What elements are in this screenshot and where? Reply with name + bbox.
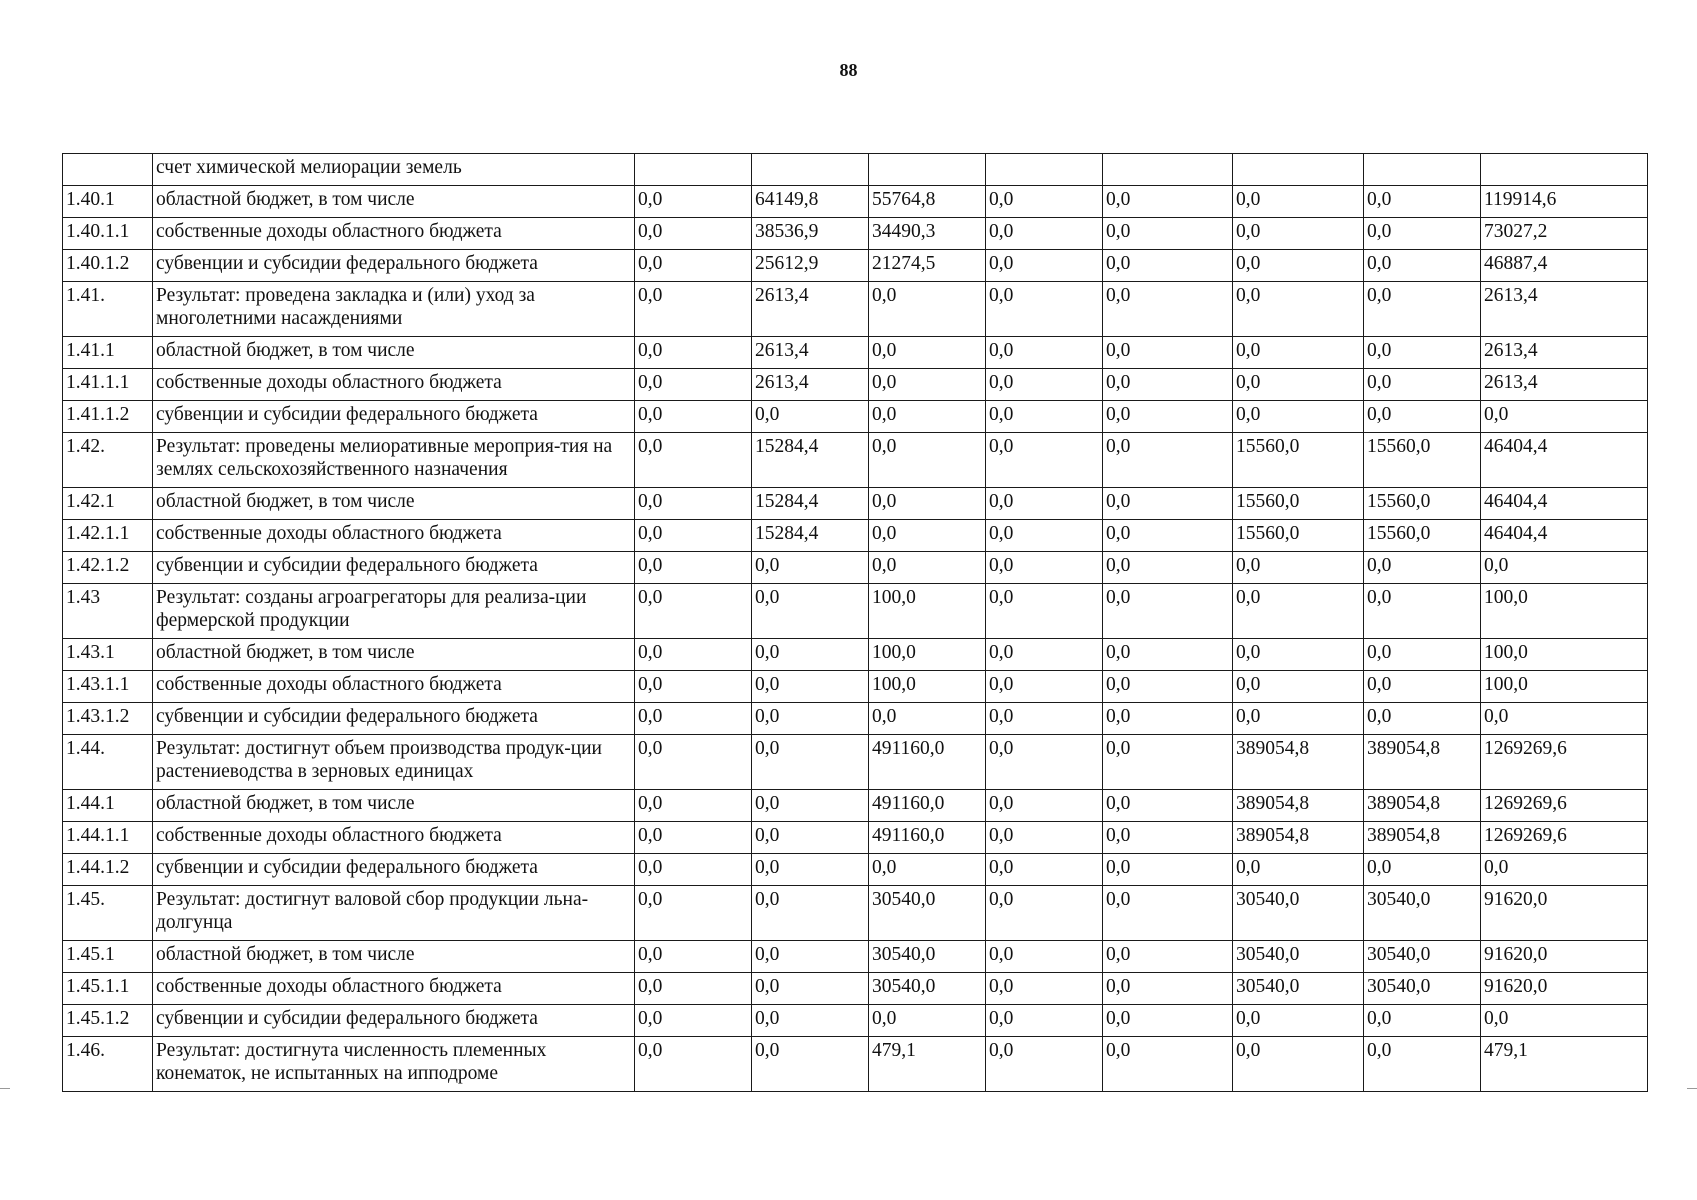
row-value: 0,0	[986, 1005, 1103, 1037]
row-total: 1269269,6	[1481, 790, 1648, 822]
row-value: 0,0	[635, 218, 752, 250]
row-value: 0,0	[1233, 1005, 1364, 1037]
row-value: 0,0	[635, 401, 752, 433]
row-value: 0,0	[986, 854, 1103, 886]
row-value: 15560,0	[1364, 433, 1481, 488]
table-row	[63, 552, 1648, 584]
row-value: 0,0	[1233, 703, 1364, 735]
row-value: 0,0	[1103, 671, 1233, 703]
row-value: 0,0	[1364, 854, 1481, 886]
row-value: 0,0	[1103, 703, 1233, 735]
row-total: 46404,4	[1481, 433, 1648, 488]
row-name: собственные доходы областного бюджета	[153, 218, 635, 250]
row-value: 0,0	[986, 250, 1103, 282]
row-value: 0,0	[635, 790, 752, 822]
row-code: 1.43.1.2	[63, 703, 153, 735]
row-code: 1.40.1.1	[63, 218, 153, 250]
row-total: 91620,0	[1481, 886, 1648, 941]
row-value: 0,0	[635, 1037, 752, 1092]
row-value: 15284,4	[752, 433, 869, 488]
table-row	[63, 369, 1648, 401]
row-total: 91620,0	[1481, 973, 1648, 1005]
row-value: 0,0	[752, 703, 869, 735]
row-value: 479,1	[869, 1037, 986, 1092]
row-code: 1.41.1	[63, 337, 153, 369]
row-code: 1.45.	[63, 886, 153, 941]
row-value: 64149,8	[752, 186, 869, 218]
row-value: 0,0	[986, 520, 1103, 552]
row-value: 0,0	[1364, 671, 1481, 703]
row-total: 0,0	[1481, 552, 1648, 584]
row-value	[1364, 154, 1481, 186]
row-code: 1.40.1.2	[63, 250, 153, 282]
row-value: 0,0	[1364, 282, 1481, 337]
row-code	[63, 154, 153, 186]
row-total: 0,0	[1481, 401, 1648, 433]
row-value: 0,0	[752, 886, 869, 941]
row-value: 0,0	[1103, 1037, 1233, 1092]
row-value	[635, 154, 752, 186]
row-value: 34490,3	[869, 218, 986, 250]
row-value: 491160,0	[869, 790, 986, 822]
row-value: 0,0	[986, 973, 1103, 1005]
table-row	[63, 822, 1648, 854]
row-value: 0,0	[986, 822, 1103, 854]
row-value: 0,0	[1103, 282, 1233, 337]
row-value: 0,0	[986, 790, 1103, 822]
table-row	[63, 186, 1648, 218]
row-value: 0,0	[635, 282, 752, 337]
row-total: 73027,2	[1481, 218, 1648, 250]
table-row	[63, 735, 1648, 790]
row-value: 389054,8	[1364, 790, 1481, 822]
row-value: 389054,8	[1233, 790, 1364, 822]
row-value: 0,0	[1364, 552, 1481, 584]
table-row	[63, 671, 1648, 703]
row-value: 0,0	[1103, 790, 1233, 822]
row-value: 0,0	[635, 822, 752, 854]
row-value: 0,0	[635, 337, 752, 369]
row-value: 0,0	[986, 639, 1103, 671]
row-value: 0,0	[986, 584, 1103, 639]
row-name: областной бюджет, в том числе	[153, 337, 635, 369]
row-value: 0,0	[752, 973, 869, 1005]
row-value: 0,0	[1103, 250, 1233, 282]
row-value: 0,0	[869, 703, 986, 735]
row-value: 0,0	[635, 520, 752, 552]
row-value: 0,0	[1233, 854, 1364, 886]
row-value: 0,0	[1103, 822, 1233, 854]
row-value: 0,0	[1103, 218, 1233, 250]
row-value: 30540,0	[1364, 941, 1481, 973]
row-value: 0,0	[752, 552, 869, 584]
row-total: 1269269,6	[1481, 822, 1648, 854]
row-value: 0,0	[1364, 584, 1481, 639]
row-value: 0,0	[635, 1005, 752, 1037]
table-row	[63, 218, 1648, 250]
row-name: субвенции и субсидии федерального бюджета	[153, 1005, 635, 1037]
row-value: 0,0	[752, 401, 869, 433]
row-total: 46404,4	[1481, 488, 1648, 520]
row-total: 0,0	[1481, 854, 1648, 886]
row-value: 15284,4	[752, 488, 869, 520]
row-value: 2613,4	[752, 282, 869, 337]
table-row	[63, 282, 1648, 337]
row-total: 2613,4	[1481, 369, 1648, 401]
row-value: 0,0	[1233, 671, 1364, 703]
row-value: 0,0	[986, 552, 1103, 584]
row-value: 0,0	[1364, 250, 1481, 282]
row-value: 0,0	[1364, 369, 1481, 401]
scan-edge-mark	[0, 1088, 10, 1089]
table-row	[63, 886, 1648, 941]
row-code: 1.44.1	[63, 790, 153, 822]
row-value: 100,0	[869, 584, 986, 639]
row-name: областной бюджет, в том числе	[153, 186, 635, 218]
table-row	[63, 154, 1648, 186]
row-value: 0,0	[1233, 282, 1364, 337]
table-row	[63, 337, 1648, 369]
row-value: 0,0	[869, 552, 986, 584]
table-row	[63, 1037, 1648, 1092]
row-name: Результат: достигнут объем производства продук-ции растениеводства в зерновых единицах	[153, 735, 635, 790]
row-value: 0,0	[869, 433, 986, 488]
row-value: 0,0	[869, 401, 986, 433]
row-value: 0,0	[635, 671, 752, 703]
row-value: 0,0	[986, 282, 1103, 337]
row-value: 0,0	[1103, 854, 1233, 886]
row-value: 2613,4	[752, 369, 869, 401]
scan-edge-mark	[1687, 1088, 1697, 1089]
row-code: 1.42.1	[63, 488, 153, 520]
row-value: 0,0	[752, 735, 869, 790]
row-name: субвенции и субсидии федерального бюджета	[153, 703, 635, 735]
row-value: 55764,8	[869, 186, 986, 218]
row-value: 0,0	[1233, 639, 1364, 671]
row-code: 1.44.1.1	[63, 822, 153, 854]
row-name: счет химической мелиорации земель	[153, 154, 635, 186]
row-code: 1.41.1.2	[63, 401, 153, 433]
row-total: 2613,4	[1481, 337, 1648, 369]
row-value: 0,0	[1233, 1037, 1364, 1092]
row-code: 1.40.1	[63, 186, 153, 218]
row-value: 0,0	[635, 369, 752, 401]
row-value: 0,0	[635, 973, 752, 1005]
budget-table	[62, 153, 1648, 1092]
row-value: 0,0	[752, 1005, 869, 1037]
row-name: собственные доходы областного бюджета	[153, 369, 635, 401]
row-value: 25612,9	[752, 250, 869, 282]
row-code: 1.41.1.1	[63, 369, 153, 401]
row-value: 0,0	[1233, 337, 1364, 369]
row-value: 0,0	[986, 401, 1103, 433]
row-value: 0,0	[1103, 520, 1233, 552]
row-name: Результат: проведена закладка и (или) уход за многолетними насаждениями	[153, 282, 635, 337]
row-value: 0,0	[869, 520, 986, 552]
row-code: 1.42.	[63, 433, 153, 488]
row-value: 0,0	[635, 735, 752, 790]
row-value: 0,0	[986, 886, 1103, 941]
row-name: собственные доходы областного бюджета	[153, 973, 635, 1005]
row-value: 100,0	[869, 639, 986, 671]
row-value: 0,0	[1364, 1005, 1481, 1037]
row-value: 0,0	[986, 1037, 1103, 1092]
row-total: 0,0	[1481, 703, 1648, 735]
row-code: 1.43	[63, 584, 153, 639]
row-name: областной бюджет, в том числе	[153, 790, 635, 822]
row-value: 389054,8	[1364, 822, 1481, 854]
table-row	[63, 854, 1648, 886]
table-body	[63, 154, 1648, 1092]
row-name: субвенции и субсидии федерального бюджета	[153, 552, 635, 584]
row-value: 0,0	[1103, 973, 1233, 1005]
row-value: 15560,0	[1364, 488, 1481, 520]
row-value: 0,0	[1103, 639, 1233, 671]
row-value: 0,0	[752, 854, 869, 886]
row-value: 15560,0	[1364, 520, 1481, 552]
table-row	[63, 250, 1648, 282]
row-name: собственные доходы областного бюджета	[153, 822, 635, 854]
row-value	[1103, 154, 1233, 186]
row-value: 15560,0	[1233, 433, 1364, 488]
row-name: Результат: созданы агроагрегаторы для реализа-ции фермерской продукции	[153, 584, 635, 639]
row-code: 1.45.1	[63, 941, 153, 973]
row-code: 1.45.1.1	[63, 973, 153, 1005]
row-value: 0,0	[986, 671, 1103, 703]
row-code: 1.44.	[63, 735, 153, 790]
row-code: 1.41.	[63, 282, 153, 337]
row-value: 0,0	[1364, 639, 1481, 671]
row-value: 0,0	[1364, 703, 1481, 735]
row-value: 15284,4	[752, 520, 869, 552]
row-value: 0,0	[1103, 1005, 1233, 1037]
row-value: 0,0	[1103, 369, 1233, 401]
table-row	[63, 639, 1648, 671]
row-value: 0,0	[869, 282, 986, 337]
row-name: собственные доходы областного бюджета	[153, 520, 635, 552]
row-value: 0,0	[869, 854, 986, 886]
table-row	[63, 584, 1648, 639]
row-value: 0,0	[986, 735, 1103, 790]
row-value: 0,0	[1364, 218, 1481, 250]
row-value: 0,0	[635, 703, 752, 735]
row-name: субвенции и субсидии федерального бюджета	[153, 401, 635, 433]
row-value	[986, 154, 1103, 186]
row-value: 389054,8	[1364, 735, 1481, 790]
table-row	[63, 703, 1648, 735]
row-value: 0,0	[869, 369, 986, 401]
row-value: 0,0	[1364, 186, 1481, 218]
row-value: 0,0	[986, 186, 1103, 218]
row-value: 0,0	[986, 488, 1103, 520]
row-value: 0,0	[869, 1005, 986, 1037]
row-total: 100,0	[1481, 671, 1648, 703]
row-value: 0,0	[1103, 584, 1233, 639]
row-value: 389054,8	[1233, 822, 1364, 854]
row-value: 30540,0	[869, 973, 986, 1005]
row-code: 1.42.1.2	[63, 552, 153, 584]
row-value: 0,0	[1233, 218, 1364, 250]
row-value: 0,0	[635, 639, 752, 671]
row-value: 0,0	[1103, 337, 1233, 369]
row-value: 0,0	[986, 337, 1103, 369]
row-code: 1.43.1.1	[63, 671, 153, 703]
row-value: 100,0	[869, 671, 986, 703]
row-name: областной бюджет, в том числе	[153, 488, 635, 520]
row-value: 0,0	[1233, 186, 1364, 218]
row-value: 0,0	[752, 822, 869, 854]
row-total: 46404,4	[1481, 520, 1648, 552]
table-row	[63, 433, 1648, 488]
row-code: 1.46.	[63, 1037, 153, 1092]
row-value: 0,0	[1103, 186, 1233, 218]
row-value: 0,0	[635, 584, 752, 639]
row-value: 30540,0	[1233, 941, 1364, 973]
row-value: 0,0	[635, 552, 752, 584]
row-value: 0,0	[869, 488, 986, 520]
row-total: 0,0	[1481, 1005, 1648, 1037]
row-value: 30540,0	[1233, 886, 1364, 941]
row-value: 0,0	[986, 941, 1103, 973]
row-value: 0,0	[1364, 1037, 1481, 1092]
row-value: 0,0	[1103, 488, 1233, 520]
row-value: 0,0	[752, 790, 869, 822]
row-value: 0,0	[752, 639, 869, 671]
table-row	[63, 401, 1648, 433]
row-total: 91620,0	[1481, 941, 1648, 973]
row-value: 0,0	[1103, 735, 1233, 790]
row-code: 1.44.1.2	[63, 854, 153, 886]
row-value: 0,0	[752, 671, 869, 703]
page-number: 88	[839, 60, 858, 80]
row-value: 38536,9	[752, 218, 869, 250]
row-name: Результат: достигнут валовой сбор продукции льна-долгунца	[153, 886, 635, 941]
row-value: 0,0	[635, 886, 752, 941]
row-value: 2613,4	[752, 337, 869, 369]
table-row	[63, 520, 1648, 552]
row-value: 0,0	[1103, 941, 1233, 973]
row-value: 15560,0	[1233, 488, 1364, 520]
row-value: 0,0	[752, 1037, 869, 1092]
row-value: 0,0	[1233, 369, 1364, 401]
table-row	[63, 790, 1648, 822]
row-total: 479,1	[1481, 1037, 1648, 1092]
table-row	[63, 973, 1648, 1005]
row-value: 0,0	[1103, 401, 1233, 433]
row-value: 0,0	[1364, 401, 1481, 433]
row-value: 0,0	[635, 854, 752, 886]
row-value	[752, 154, 869, 186]
row-code: 1.42.1.1	[63, 520, 153, 552]
row-value: 0,0	[869, 337, 986, 369]
row-value: 0,0	[1103, 886, 1233, 941]
row-name: Результат: достигнута численность племенных конематок, не испытанных на ипподроме	[153, 1037, 635, 1092]
row-total: 119914,6	[1481, 186, 1648, 218]
row-value: 30540,0	[1233, 973, 1364, 1005]
row-total: 46887,4	[1481, 250, 1648, 282]
row-total	[1481, 154, 1648, 186]
table-row	[63, 488, 1648, 520]
row-value: 0,0	[752, 941, 869, 973]
row-value: 30540,0	[869, 886, 986, 941]
row-name: субвенции и субсидии федерального бюджета	[153, 854, 635, 886]
row-value: 0,0	[1233, 584, 1364, 639]
row-value: 0,0	[635, 488, 752, 520]
row-name: собственные доходы областного бюджета	[153, 671, 635, 703]
row-value: 30540,0	[1364, 886, 1481, 941]
row-value: 30540,0	[1364, 973, 1481, 1005]
row-value	[1233, 154, 1364, 186]
row-name: областной бюджет, в том числе	[153, 941, 635, 973]
row-total: 2613,4	[1481, 282, 1648, 337]
row-code: 1.43.1	[63, 639, 153, 671]
row-value: 0,0	[635, 250, 752, 282]
table-row	[63, 941, 1648, 973]
row-value: 0,0	[1364, 337, 1481, 369]
row-value: 0,0	[635, 433, 752, 488]
row-value: 0,0	[986, 433, 1103, 488]
row-total: 100,0	[1481, 639, 1648, 671]
row-value: 0,0	[1103, 552, 1233, 584]
row-value: 21274,5	[869, 250, 986, 282]
row-value: 0,0	[752, 584, 869, 639]
row-code: 1.45.1.2	[63, 1005, 153, 1037]
row-value: 0,0	[1233, 552, 1364, 584]
row-value: 0,0	[986, 218, 1103, 250]
row-value: 0,0	[1233, 401, 1364, 433]
row-value: 0,0	[1233, 250, 1364, 282]
row-value: 0,0	[1103, 433, 1233, 488]
row-name: Результат: проведены мелиоративные мероприя-тия на землях сельскохозяйственного назначения	[153, 433, 635, 488]
row-value: 0,0	[986, 369, 1103, 401]
row-value: 0,0	[986, 703, 1103, 735]
row-total: 1269269,6	[1481, 735, 1648, 790]
row-name: областной бюджет, в том числе	[153, 639, 635, 671]
row-value: 0,0	[635, 941, 752, 973]
row-total: 100,0	[1481, 584, 1648, 639]
row-value: 15560,0	[1233, 520, 1364, 552]
row-value: 389054,8	[1233, 735, 1364, 790]
table-row	[63, 1005, 1648, 1037]
row-value: 491160,0	[869, 735, 986, 790]
row-value: 491160,0	[869, 822, 986, 854]
row-value: 0,0	[635, 186, 752, 218]
row-name: субвенции и субсидии федерального бюджета	[153, 250, 635, 282]
row-value	[869, 154, 986, 186]
row-value: 30540,0	[869, 941, 986, 973]
